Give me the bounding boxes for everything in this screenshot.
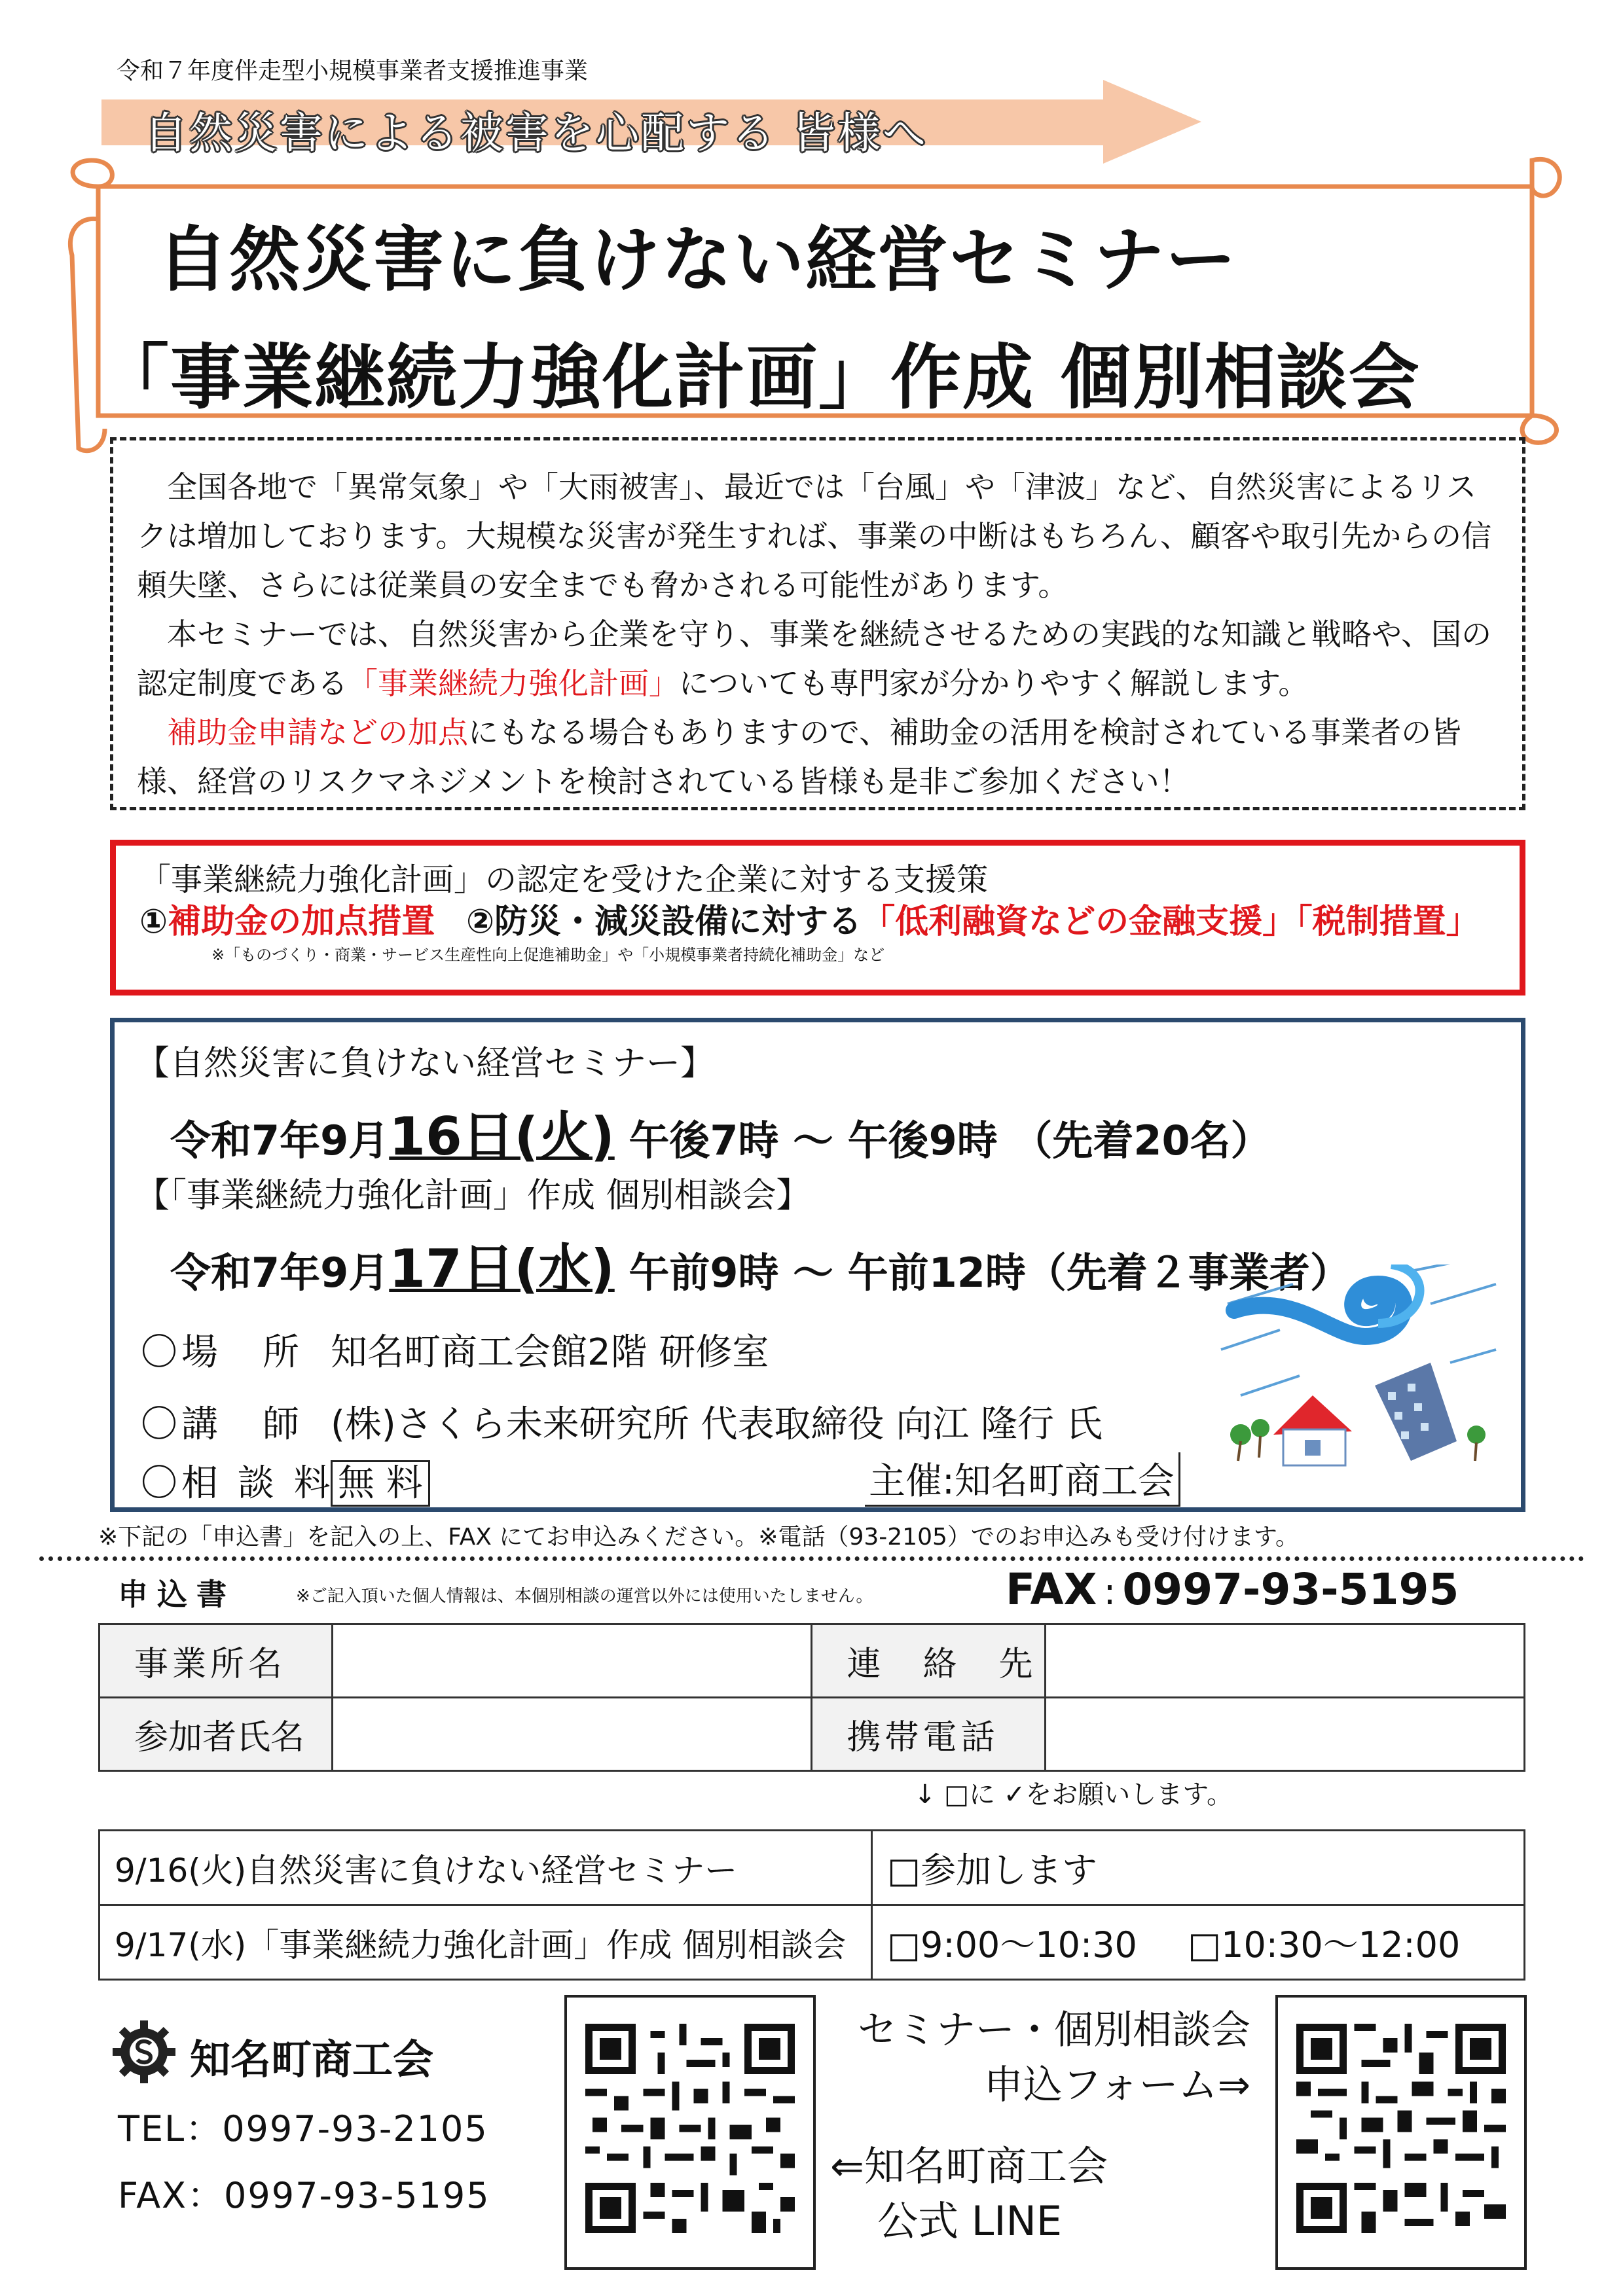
business-name-label: 事業所名 xyxy=(100,1624,333,1698)
qr-code-line-official[interactable] xyxy=(1275,1995,1527,2270)
event-box xyxy=(110,1018,1525,1512)
gear-logo-icon xyxy=(111,2019,177,2085)
line-link-label xyxy=(830,2139,1108,2249)
fee-row xyxy=(141,1454,430,1507)
contact-label: 連 絡 先 xyxy=(812,1624,1045,1698)
consult-slot-2-checkbox[interactable]: □10:30～12:00 xyxy=(1188,1924,1461,1965)
fee-label: 〇相 談 料 xyxy=(141,1462,335,1505)
intro-box xyxy=(110,437,1525,810)
venue-row xyxy=(141,1323,769,1376)
intro-paragraph-1: 全国各地で「異常気象」や「大雨被害」、最近では「台風」や「津波」など、自然災害によるリスクは増加しております。大規模な災害が発生すれば、事業の中断はもちろん、顧客や取引先からの信頼失墜、さらには従業員の安全までも脅かされる可能性があります。 xyxy=(137,469,1492,603)
banner-text: 自然災害による被害を心配する 皆様へ xyxy=(144,108,928,158)
fax-number-heading: FAX : 0997-93-5195 xyxy=(1006,1564,1459,1615)
table-row xyxy=(100,1624,1525,1698)
storm-illustration xyxy=(1214,1265,1503,1480)
org-name: 知名町商工会 xyxy=(190,2036,434,2083)
consultation-date-prefix: 令和7年9月 xyxy=(170,1249,390,1297)
tel-line: TEL：0997-93-2105 xyxy=(118,2108,488,2149)
table-row xyxy=(100,1905,1525,1980)
seminar-row-label: 9/16(火)自然災害に負けない経営セミナー xyxy=(100,1831,872,1905)
intro-p2-text-b: についても専門家が分かりやすく解説します。 xyxy=(679,666,1309,701)
title-line-2: 「事業継続力強化計画」作成 個別相談会 xyxy=(98,337,1421,419)
support-box xyxy=(110,840,1525,996)
venue-label: 〇場 所 xyxy=(141,1331,303,1374)
support-heading: 「事業継続力強化計画」の認定を受けた企業に対する支援策 xyxy=(139,861,989,898)
consult-slot-1-checkbox[interactable]: □9:00～10:30 xyxy=(887,1924,1137,1965)
intro-paragraph-2 xyxy=(137,610,1499,708)
business-name-field[interactable] xyxy=(333,1624,812,1698)
application-note: ※下記の「申込書」を記入の上、FAX にてお申込みください。※電話（93-2105）でのお申込みも受け付けます。 xyxy=(98,1524,1299,1551)
qr-code-application-form[interactable] xyxy=(564,1995,816,2270)
consultation-time: 午前9時 ～ 午前12時（先着２事業者） xyxy=(629,1249,1351,1297)
support-note: ※「ものづくり・商業・サービス生産性向上促進補助金」や「小規模事業者持続化補助金」など xyxy=(211,946,885,964)
measure-1-number: ① xyxy=(139,903,168,941)
form-label-line-2: 申込フォーム⇒ xyxy=(983,2062,1250,2108)
seminar-attend-checkbox[interactable]: □参加します xyxy=(872,1831,1525,1905)
intro-p2-text-a: 本セミナーでは、自然災害から企業を守り、事業を継続させるための実践的な知識と戦略や、国の認定制度である xyxy=(137,617,1492,701)
lecturer-label: 〇講 師 xyxy=(141,1403,303,1446)
mobile-phone-field[interactable] xyxy=(1045,1698,1524,1771)
fax-label: FAX xyxy=(1006,1564,1097,1615)
consultation-day: 17日(水) xyxy=(389,1238,615,1299)
seminar-day: 16日(火) xyxy=(389,1106,615,1167)
privacy-note: ※ご記入頂いた個人情報は、本個別相談の運営以外には使用いたしません。 xyxy=(296,1587,873,1606)
consultation-title: 【「事業継続力強化計画」作成 個別相談会】 xyxy=(136,1176,811,1215)
lecturer-value: (株)さくら未来研究所 代表取締役 向江 隆行 氏 xyxy=(331,1403,1103,1446)
fax-number: 0997-93-5195 xyxy=(1122,1564,1459,1615)
participant-name-field[interactable] xyxy=(333,1698,812,1771)
measure-2: 「低利融資などの金融支援」「税制措置」 xyxy=(862,903,1480,941)
mobile-phone-label: 携帯電話 xyxy=(812,1698,1045,1771)
table-row xyxy=(100,1831,1525,1905)
intro-paragraph-3 xyxy=(137,708,1499,806)
fee-value: 無 料 xyxy=(331,1460,430,1507)
contact-field[interactable] xyxy=(1045,1624,1524,1698)
form-heading: 申込書 xyxy=(118,1577,236,1612)
intro-p3-highlight: 補助金申請などの加点 xyxy=(167,715,468,750)
form-link-label xyxy=(831,2003,1250,2113)
org-logo xyxy=(111,2019,434,2087)
line-label-line-2: 公式 LINE xyxy=(877,2197,1063,2245)
qr-code-icon xyxy=(585,2024,795,2233)
program-name: 令和７年度伴走型小規模事業者支援推進事業 xyxy=(117,58,589,84)
qr-code-icon xyxy=(1296,2024,1506,2233)
seminar-time: 午後7時 ～ 午後9時 （先着20名） xyxy=(629,1117,1271,1164)
venue-value: 知名町商工会館2階 研修室 xyxy=(331,1331,769,1374)
participant-name-label: 参加者氏名 xyxy=(100,1698,333,1771)
measure-2-prefix: ②防災・減災設備に対する xyxy=(465,903,862,941)
intro-p2-highlight: 「事業継続力強化計画」 xyxy=(348,666,679,701)
fax-line: FAX：0997-93-5195 xyxy=(118,2175,490,2216)
seminar-date-prefix: 令和7年9月 xyxy=(170,1117,390,1164)
title-line-1: 自然災害に負けない経営セミナー xyxy=(157,219,1238,301)
seminar-title: 【自然災害に負けない経営セミナー】 xyxy=(136,1044,715,1083)
consultation-row-label: 9/17(水)「事業継続力強化計画」作成 個別相談会 xyxy=(100,1905,872,1980)
consultation-date xyxy=(170,1227,1351,1302)
seminar-date xyxy=(170,1094,1271,1170)
table-row xyxy=(100,1698,1525,1771)
line-label-line-1: ⇐知名町商工会 xyxy=(830,2142,1108,2190)
support-measures xyxy=(139,901,1496,944)
organizer: 主催:知名町商工会 xyxy=(865,1452,1180,1507)
check-instruction: ↓ □に ✓をお願いします。 xyxy=(914,1780,1233,1810)
lecturer-row xyxy=(141,1395,1103,1448)
entry-table xyxy=(98,1623,1525,1772)
intro-p3-text: にもなる場合もありますので、補助金の活用を検討されている事業者の皆様、経営のリスクマネジメントを検討されている皆様も是非ご参加ください！ xyxy=(137,715,1462,799)
consultation-time-options xyxy=(872,1905,1525,1980)
measure-1: 補助金の加点措置 xyxy=(168,903,435,941)
cut-line xyxy=(39,1556,1584,1561)
registration-table xyxy=(98,1829,1525,1981)
form-label-line-1: セミナー・個別相談会 xyxy=(858,2007,1250,2053)
